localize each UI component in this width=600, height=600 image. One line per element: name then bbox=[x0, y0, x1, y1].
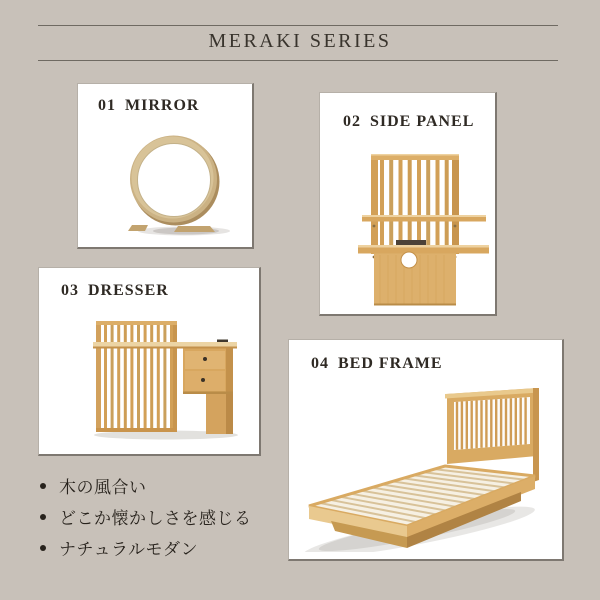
bullet-dot-icon bbox=[40, 545, 46, 551]
feature-text: 木の風合い bbox=[59, 478, 147, 497]
product-card-dresser bbox=[38, 267, 261, 456]
header-rule-top bbox=[38, 25, 558, 26]
feature-text: どこか懐かしさを感じる bbox=[59, 509, 252, 528]
bullet-dot-icon bbox=[40, 514, 46, 520]
mirror-photo bbox=[112, 130, 242, 238]
page-title: MERAKI SERIES bbox=[208, 30, 392, 52]
product-card-bed-frame bbox=[288, 339, 564, 561]
feature-list bbox=[40, 470, 252, 563]
side-panel-photo bbox=[356, 149, 491, 309]
product-number: 01 bbox=[98, 97, 116, 114]
product-name: DRESSER bbox=[88, 282, 169, 299]
bullet-dot-icon bbox=[40, 483, 46, 489]
feature-item bbox=[40, 470, 252, 501]
product-label bbox=[61, 282, 169, 300]
product-card-mirror bbox=[77, 83, 254, 249]
product-number: 04 bbox=[311, 355, 329, 372]
product-label bbox=[343, 113, 474, 131]
product-name: SIDE PANEL bbox=[370, 113, 475, 130]
product-label bbox=[311, 355, 443, 373]
header-rule-bottom bbox=[38, 60, 558, 61]
feature-text: ナチュラルモダン bbox=[59, 540, 199, 559]
product-name: MIRROR bbox=[125, 97, 200, 114]
feature-item bbox=[40, 501, 252, 532]
bed-frame-photo bbox=[297, 380, 557, 552]
product-number: 02 bbox=[343, 113, 361, 130]
product-label bbox=[98, 97, 199, 115]
product-number: 03 bbox=[61, 282, 79, 299]
feature-item bbox=[40, 532, 252, 563]
product-card-side-panel bbox=[319, 92, 497, 316]
dresser-photo bbox=[91, 318, 241, 440]
product-name: BED FRAME bbox=[338, 355, 443, 372]
